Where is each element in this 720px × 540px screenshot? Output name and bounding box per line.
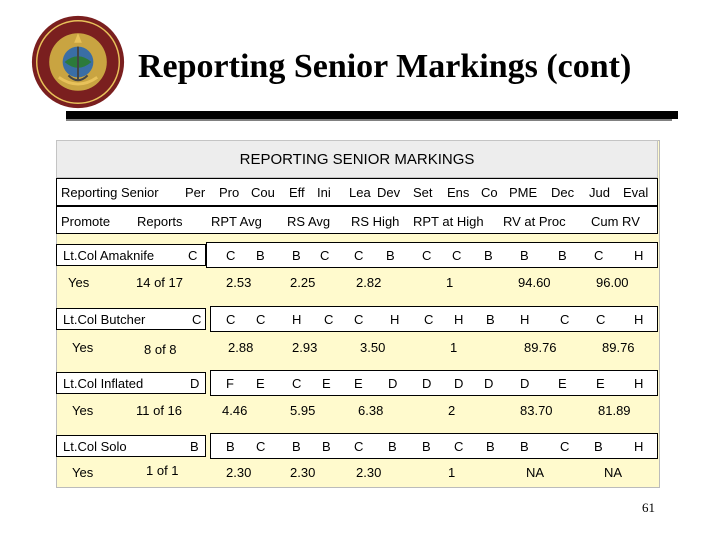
cum-rv-value: 89.76: [602, 340, 635, 355]
rv-proc-value: 94.60: [518, 275, 551, 290]
promote-value: Yes: [72, 403, 94, 418]
header-reporting-senior: Reporting Senior: [61, 185, 159, 200]
grade-set: D: [422, 376, 432, 391]
grade-eff: H: [292, 312, 302, 327]
grade-dev: H: [390, 312, 400, 327]
grade-lea: E: [354, 376, 363, 391]
grade-eff: B: [292, 439, 301, 454]
grade-per: D: [190, 376, 200, 391]
grade-set: C: [424, 312, 434, 327]
grade-pro: C: [226, 248, 236, 263]
senior-name: Lt.Col Solo: [63, 439, 127, 454]
rv-proc-value: 83.70: [520, 403, 553, 418]
grade-co: B: [486, 312, 495, 327]
header-ini: Ini: [317, 185, 331, 200]
header-cum-rv: Cum RV: [591, 214, 640, 229]
grade-co: B: [484, 248, 493, 263]
grade-eval: H: [634, 312, 644, 327]
rpt-avg-value: 2.88: [228, 340, 254, 355]
grade-ens: C: [452, 248, 462, 263]
header-cou: Cou: [251, 185, 275, 200]
grade-ini: C: [324, 312, 334, 327]
header-rv-at-proc: RV at Proc: [503, 214, 566, 229]
grade-pme: B: [520, 248, 529, 263]
grade-eval: H: [634, 439, 644, 454]
cum-rv-value: NA: [604, 465, 623, 480]
grade-jud: B: [594, 439, 603, 454]
grade-ini: C: [320, 248, 330, 263]
grade-dev: B: [388, 439, 397, 454]
header-per: Per: [185, 185, 206, 200]
header-row-summary: [56, 206, 658, 234]
promote-value: Yes: [68, 275, 90, 290]
senior-name-box: [56, 308, 206, 330]
grade-ini: B: [322, 439, 331, 454]
grade-eval: H: [634, 248, 644, 263]
header-ens: Ens: [447, 185, 470, 200]
grade-jud: C: [594, 248, 604, 263]
senior-name: Lt.Col Inflated: [63, 376, 144, 391]
promote-value: Yes: [72, 340, 94, 355]
grade-dec: C: [560, 439, 570, 454]
header-dev: Dev: [377, 185, 401, 200]
rs-avg-value: 5.95: [290, 403, 316, 418]
grade-cou: C: [256, 439, 266, 454]
header-co: Co: [481, 185, 498, 200]
reports-value: 1 of 1: [146, 463, 179, 478]
rv-proc-value: 89.76: [524, 340, 557, 355]
grade-row: [210, 433, 658, 459]
grade-dev: B: [386, 248, 395, 263]
header-pro: Pro: [219, 185, 240, 200]
grade-cou: B: [256, 248, 265, 263]
grade-cou: C: [256, 312, 266, 327]
rs-high-value: 2.30: [356, 465, 382, 480]
grade-row: [206, 242, 658, 268]
markings-banner: [56, 140, 658, 178]
grade-eff: B: [292, 248, 301, 263]
rpt-high-value: 1: [446, 275, 454, 290]
grade-per: C: [188, 248, 198, 263]
header-eff: Eff: [289, 185, 305, 200]
grade-dev: D: [388, 376, 398, 391]
header-promote: Promote: [61, 214, 111, 229]
grade-dec: C: [560, 312, 570, 327]
header-pme: PME: [509, 185, 538, 200]
senior-name: Lt.Col Amaknife: [63, 248, 155, 263]
grade-pme: B: [520, 439, 529, 454]
title-underline-shadow: [66, 119, 672, 121]
header-set: Set: [413, 185, 433, 200]
rs-high-value: 3.50: [360, 340, 386, 355]
rs-avg-value: 2.30: [290, 465, 316, 480]
header-dec: Dec: [551, 185, 575, 200]
grade-row: [210, 370, 658, 396]
banner-title: REPORTING SENIOR MARKINGS: [239, 151, 475, 168]
rpt-high-value: 1: [448, 465, 456, 480]
grade-ens: H: [454, 312, 464, 327]
rv-proc-value: NA: [526, 465, 545, 480]
grade-set: B: [422, 439, 431, 454]
grade-ini: E: [322, 376, 331, 391]
grade-co: B: [486, 439, 495, 454]
grade-pro: F: [226, 376, 234, 391]
header-jud: Jud: [589, 185, 610, 200]
grade-ens: C: [454, 439, 464, 454]
title-underline: [66, 111, 678, 119]
grade-per: B: [190, 439, 199, 454]
senior-name-box: [56, 372, 206, 394]
header-rpt-avg: RPT Avg: [211, 214, 262, 229]
grade-per: C: [192, 312, 202, 327]
senior-name: Lt.Col Butcher: [63, 312, 146, 327]
marine-corps-seal-icon: [30, 14, 126, 110]
rpt-avg-value: 2.30: [226, 465, 252, 480]
header-rs-high: RS High: [351, 214, 400, 229]
grade-eff: C: [292, 376, 302, 391]
header-rpt-at-high: RPT at High: [413, 214, 484, 229]
grade-dec: E: [558, 376, 567, 391]
senior-name-box: [56, 435, 206, 457]
rpt-high-value: 2: [448, 403, 456, 418]
grade-co: D: [484, 376, 494, 391]
senior-name-box: [56, 244, 206, 266]
grade-eval: H: [634, 376, 644, 391]
rs-avg-value: 2.93: [292, 340, 318, 355]
header-row-traits: [56, 178, 658, 206]
grade-cou: E: [256, 376, 265, 391]
promote-value: Yes: [72, 465, 94, 480]
grade-jud: C: [596, 312, 606, 327]
rs-high-value: 2.82: [356, 275, 382, 290]
header-lea: Lea: [349, 185, 371, 200]
grade-dec: B: [558, 248, 567, 263]
grade-row: [210, 306, 658, 332]
reports-value: 11 of 16: [136, 403, 183, 418]
cum-rv-value: 81.89: [598, 403, 631, 418]
header-reports: Reports: [137, 214, 183, 229]
reports-value: 14 of 17: [136, 275, 183, 290]
slide-title: Reporting Senior Markings (cont): [138, 48, 632, 85]
grade-pro: C: [226, 312, 236, 327]
header-rs-avg: RS Avg: [287, 214, 331, 229]
grade-jud: E: [596, 376, 605, 391]
reports-value: 8 of 8: [144, 342, 177, 357]
rpt-avg-value: 2.53: [226, 275, 252, 290]
grade-pme: D: [520, 376, 530, 391]
header-eval: Eval: [623, 185, 649, 200]
grade-set: C: [422, 248, 432, 263]
rpt-avg-value: 4.46: [222, 403, 248, 418]
cum-rv-value: 96.00: [596, 275, 629, 290]
grade-lea: C: [354, 439, 364, 454]
grade-lea: C: [354, 248, 364, 263]
grade-pme: H: [520, 312, 530, 327]
rs-high-value: 6.38: [358, 403, 384, 418]
grade-ens: D: [454, 376, 464, 391]
rpt-high-value: 1: [450, 340, 458, 355]
page-number: 61: [642, 500, 655, 515]
grade-pro: B: [226, 439, 235, 454]
rs-avg-value: 2.25: [290, 275, 316, 290]
grade-lea: C: [354, 312, 364, 327]
